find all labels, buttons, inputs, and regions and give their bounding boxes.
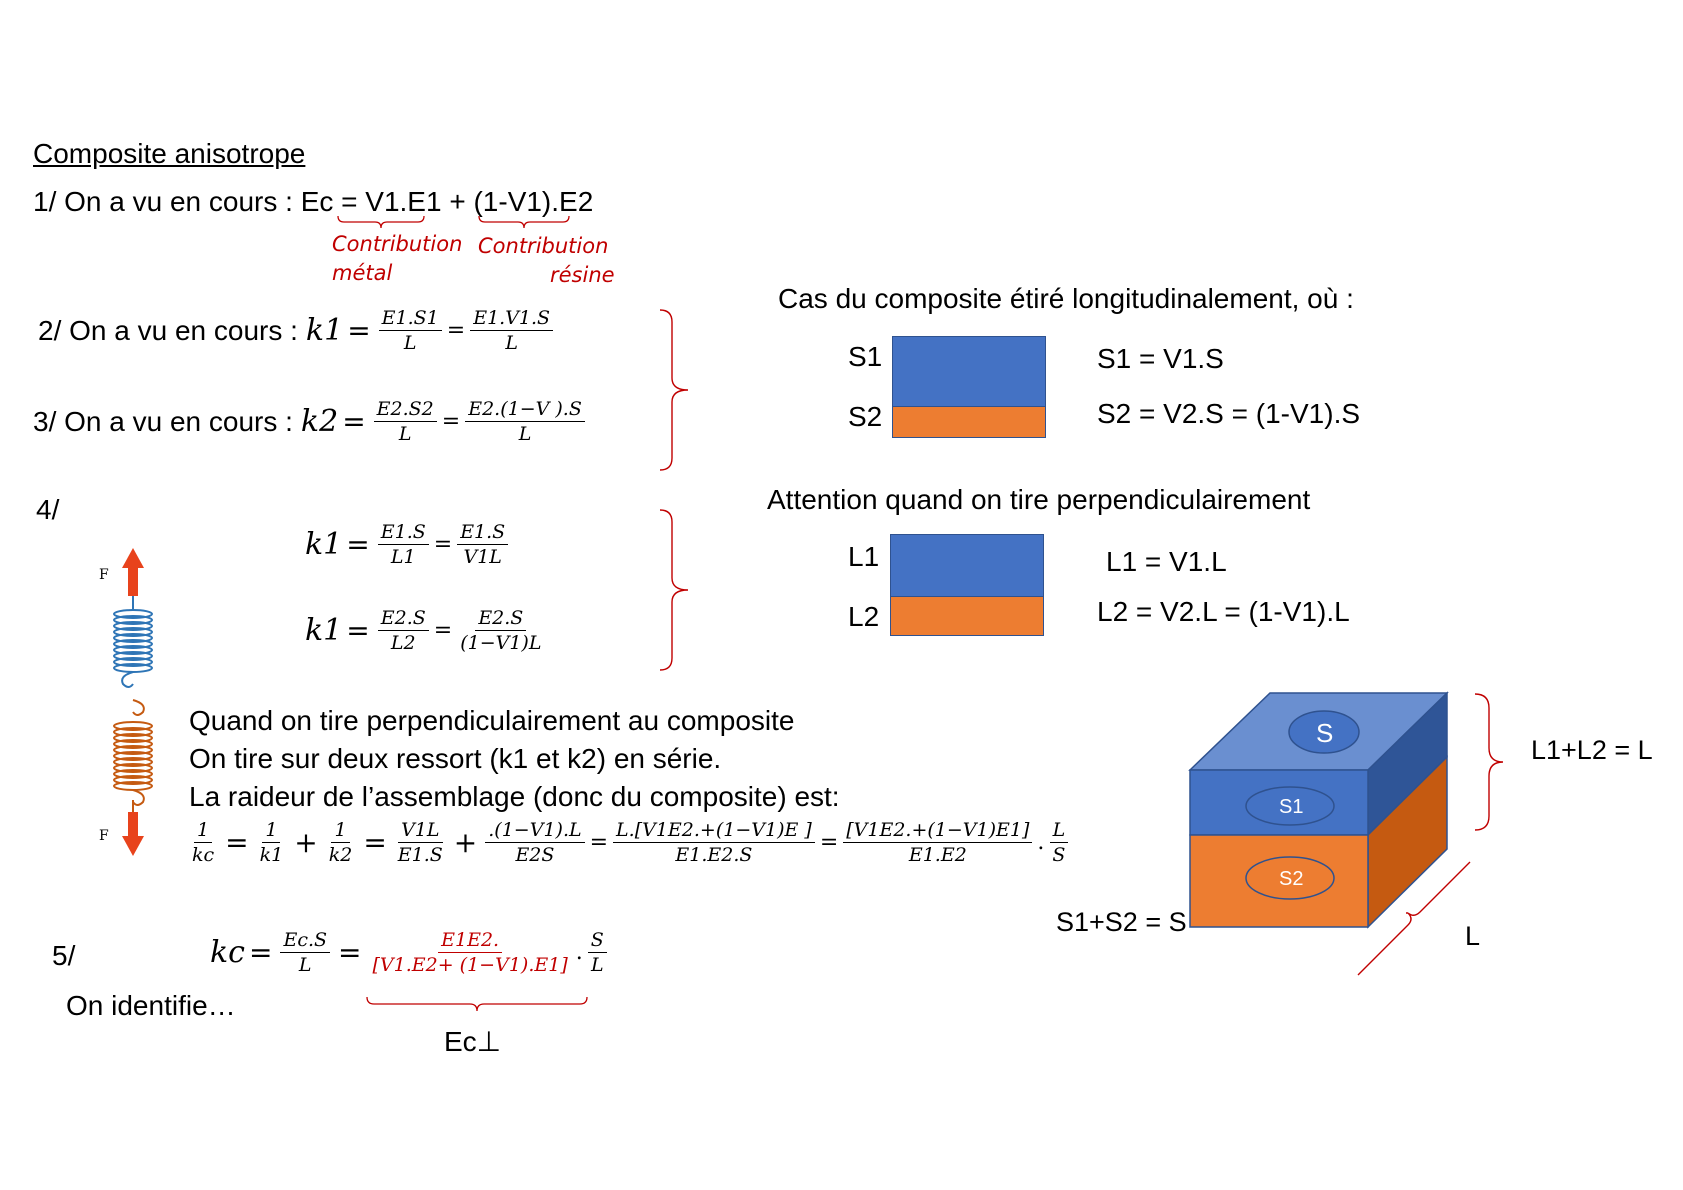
sum-s-label: S1+S2 = S [1056, 907, 1187, 937]
section-4-label: 4/ [36, 494, 60, 525]
contrib-resine-line1: Contribution [478, 234, 609, 258]
line-2-prefix: 2/ On a vu en cours : [38, 314, 298, 346]
line-3-prefix: 3/ On a vu en cours : [33, 405, 293, 437]
l2-equation: L2 = V2.L = (1-V1).L [1097, 596, 1350, 627]
paragraph-line-3: La raideur de l’assemblage (donc du composite) est: [189, 781, 840, 812]
contrib-metal-line1: Contribution [332, 232, 463, 256]
section-5-equation: kc = $\frac{Ec.S}{L}$ = $\frac{E1E2.}{[V1.E2+ (1-V1).E1]}$ . S L [210, 928, 611, 977]
sum-l-label: L1+L2 = L [1531, 735, 1653, 765]
s1-label: S1 [848, 341, 883, 372]
force-bottom-label: F [99, 828, 109, 844]
line-2-lhs: k1 [305, 313, 344, 348]
paragraph-line-2: On tire sur deux ressort (k1 et k2) en série. [189, 743, 722, 774]
series-stiffness-equation: $\frac{1}{kc}$ = $\frac{1}{k1}$ + $\frac{1}{k2}$ = $\frac{V1L}{E1.S}$ + $\frac{.(1-V1).L}{E2S}$ = $\frac{L.[V1E2.+(1-V1)E ]}{E1.E2.S}$ = $\frac{[V1E2.+(1-V1)E1]}{E1.E2}$ . L S [185, 818, 1072, 867]
s2-equation: S2 = V2.S = (1-V1).S [1097, 398, 1361, 429]
identify-text: On identifie… [66, 990, 236, 1021]
contrib-metal-line2: métal [332, 261, 393, 285]
l2-label: L2 [848, 601, 880, 632]
depth-l-label: L [1465, 921, 1481, 951]
line-3-fraction-1: $\frac{E2.S2}{L}$ [374, 397, 437, 446]
l1-equation: L1 = V1.L [1106, 546, 1227, 577]
section-5-label: 5/ [52, 940, 76, 971]
cube-label-s1: S1 [1279, 796, 1304, 818]
longitudinal-title: Cas du composite étiré longitudinalement, où : [778, 283, 1354, 314]
paragraph-line-1: Quand on tire perpendiculairement au composite [189, 705, 795, 736]
line-2-equation: 2/ On a vu en cours : k1 = $\frac{E1.S1}{L}$ = $\frac{E1.V1.S}{L}$ [38, 306, 557, 355]
line-1-formula: 1/ On a vu en cours : Ec = V1.E1 + (1-V1).E2 [33, 186, 594, 217]
contrib-resine-line2: résine [550, 263, 615, 287]
cube-label-s2: S2 [1279, 868, 1304, 890]
page-title: Composite anisotrope [33, 138, 306, 169]
s2-label: S2 [848, 401, 883, 432]
ec-perp-label: Ec⊥ [444, 1026, 502, 1057]
line-3-fraction-2: $\frac{E2.(1-V ).S}{L}$ [465, 397, 585, 446]
section-4-eq-1: k1 = $\frac{E1.S}{L1}$ = $\frac{E1.S}{V1L}$ [305, 520, 512, 569]
perpendicular-title: Attention quand on tire perpendiculairement [767, 484, 1311, 515]
cube-label-s: S [1316, 718, 1334, 748]
line-3-lhs: k2 [300, 404, 339, 439]
l1-label: L1 [848, 541, 880, 572]
s1-equation: S1 = V1.S [1097, 343, 1224, 374]
line-2-fraction-2: $\frac{E1.V1.S}{L}$ [470, 306, 553, 355]
section-4-eq-2: k1 = $\frac{E2.S}{L2}$ = $\frac{E2.S}{(1-V1)L}$ [305, 607, 542, 654]
force-top-label: F [99, 567, 109, 583]
line-3-equation: 3/ On a vu en cours : k2 = $\frac{E2.S2}{L}$ = $\frac{E2.(1-V ).S}{L}$ [33, 397, 589, 446]
line-2-fraction-1: $\frac{E1.S1}{L}$ [379, 306, 442, 355]
